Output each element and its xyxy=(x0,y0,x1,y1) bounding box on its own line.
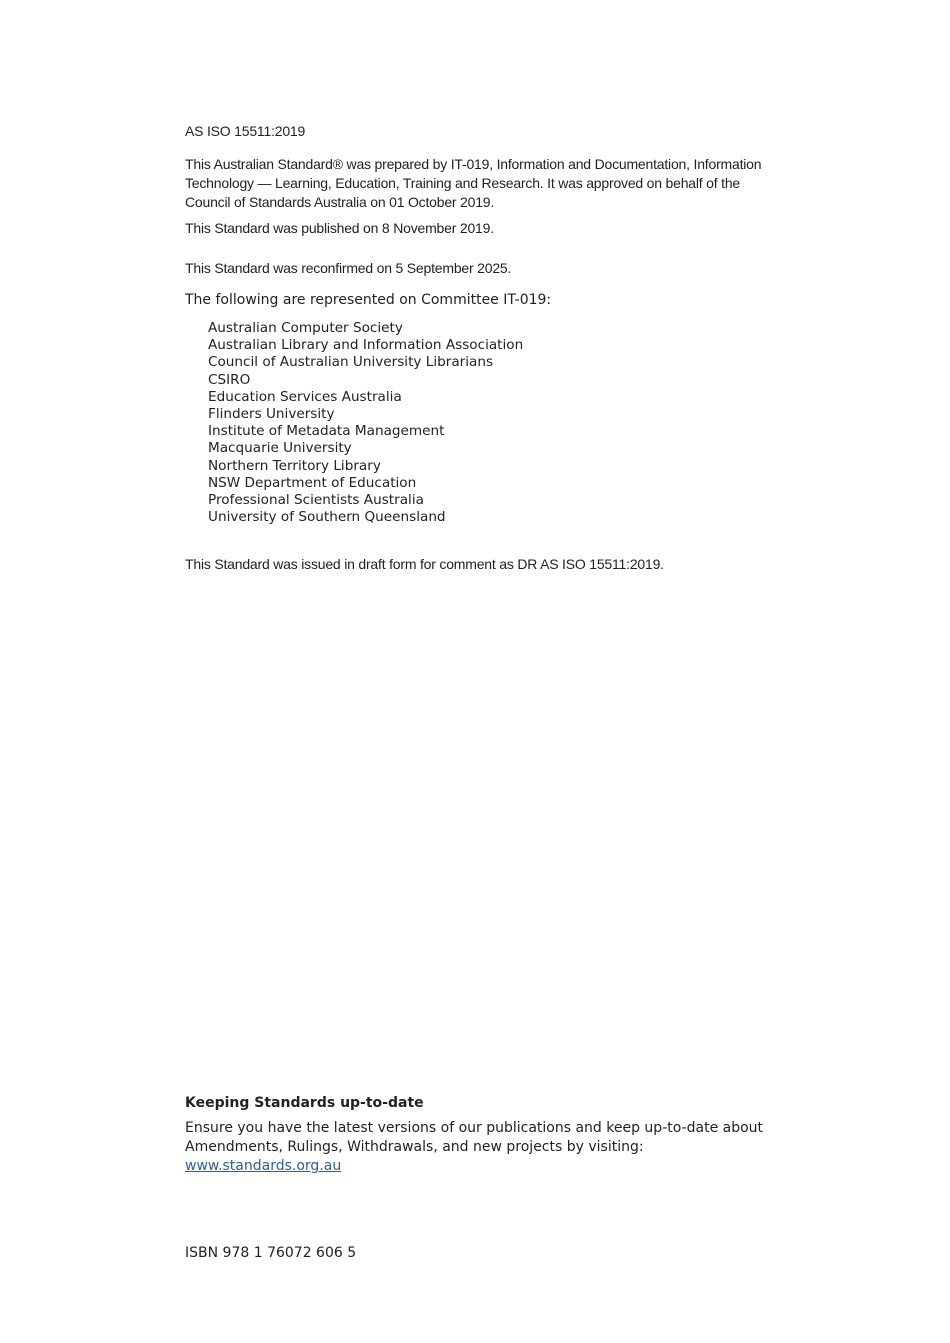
keeping-body-line: Amendments, Rulings, Withdrawals, and new projects by visiting: xyxy=(185,1139,644,1156)
keeping-up-to-date-heading: Keeping Standards up-to-date xyxy=(185,1095,424,1111)
committee-member: Northern Territory Library xyxy=(208,457,381,474)
committee-intro-text: The following are represented on Committee IT-019: xyxy=(185,292,552,308)
committee-member: Australian Computer Society xyxy=(208,320,403,336)
committee-member: Institute of Metadata Management xyxy=(208,423,445,440)
draft-comment-text: This Standard was issued in draft form for comment as DR AS ISO 15511:2019. xyxy=(185,556,664,572)
document-page xyxy=(185,0,785,1343)
committee-member: Macquarie University xyxy=(208,440,352,457)
published-date-text: This Standard was published on 8 November 2019. xyxy=(185,220,494,236)
committee-member: University of Southern Queensland xyxy=(208,509,446,526)
committee-member: NSW Department of Education xyxy=(208,474,417,491)
committee-member: Professional Scientists Australia xyxy=(208,492,424,509)
standard-identifier: AS ISO 15511:2019 xyxy=(185,123,306,139)
committee-member: Australian Library and Information Association xyxy=(208,337,524,354)
keeping-up-to-date-body xyxy=(185,1119,785,1177)
reconfirmed-date-text: This Standard was reconfirmed on 5 September 2025. xyxy=(185,260,512,276)
committee-member: CSIRO xyxy=(208,371,251,388)
committee-member: Council of Australian University Librarians xyxy=(208,354,494,371)
prepared-by-paragraph: This Australian Standard® was prepared by IT-019, Information and Documentation, Information Technology — Learning, Education, Training and Research. It was approved on behalf of the Council of Standards Australia on 01 October 2019. xyxy=(185,156,762,210)
committee-member-list xyxy=(208,320,523,526)
standards-website-link[interactable]: www.standards.org.au xyxy=(185,1158,342,1175)
isbn-text: ISBN 978 1 76072 606 5 xyxy=(185,1245,357,1261)
committee-member: Education Services Australia xyxy=(208,388,402,405)
keeping-body-line: Ensure you have the latest versions of our publications and keep up-to-date about xyxy=(185,1120,764,1136)
committee-member: Flinders University xyxy=(208,406,335,423)
